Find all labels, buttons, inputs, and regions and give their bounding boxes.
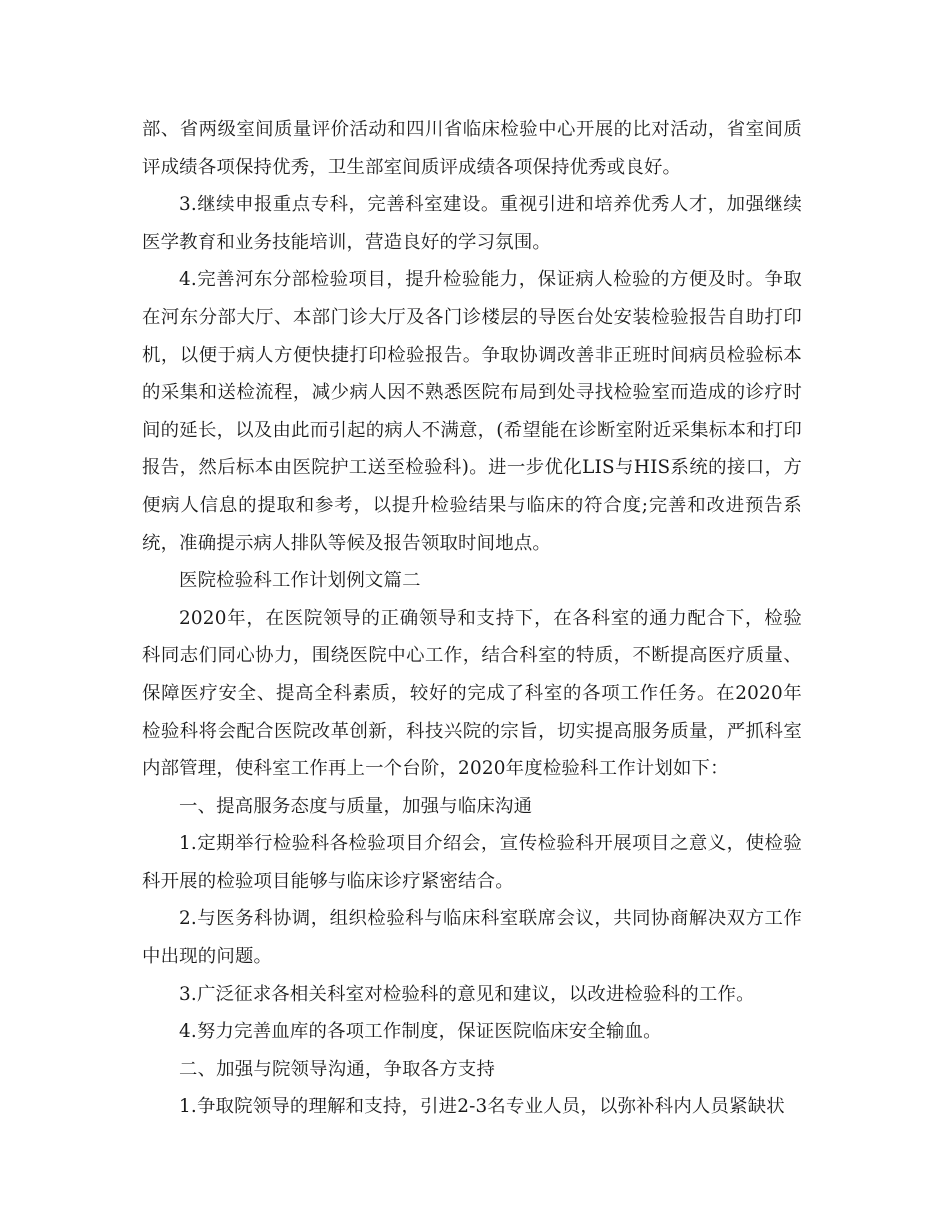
list-item: 1.争取院领导的理解和支持，引进2-3名专业人员，以弥补科内人员紧缺状	[179, 1096, 785, 1118]
list-item: 1.定期举行检验科各检验项目介绍会，宣传检验科开展项目之意义，使检验科开展的检验项目能够与临床诊疗紧密结合。	[142, 833, 802, 892]
paragraph-continuation: 部、省两级室间质量评价活动和四川省临床检验中心开展的比对活动，省室间质评成绩各项保持优秀，卫生部室间质评成绩各项保持优秀或良好。	[142, 119, 802, 178]
heading-part-one: 一、提高服务态度与质量，加强与临床沟通	[179, 795, 533, 817]
list-item: 3.广泛征求各相关科室对检验科的意见和建议，以改进检验科的工作。	[179, 983, 755, 1005]
paragraph-item-3: 3.继续申报重点专科，完善科室建设。重视引进和培养优秀人才，加强继续医学教育和业务技能培训，营造良好的学习氛围。	[142, 194, 802, 253]
list-item: 2.与医务科协调，组织检验科与临床科室联席会议，共同协商解决双方工作中出现的问题。	[142, 908, 802, 968]
heading-part-two: 二、加强与院领导沟通，争取各方支持	[179, 1058, 496, 1080]
paragraph-item-4: 4.完善河东分部检验项目，提升检验能力，保证病人检验的方便及时。争取在河东分部大厅、本部门诊大厅及各门诊楼层的导医台处安装检验报告自助打印机，以便于病人方便快捷打印检验报告。争取协调改善非正班时间病员检验标本的采集和送检流程，减少病人因不熟悉医院布局到处寻找检验室而造成的诊疗时间的延长，以及由此而引起的病人不满意，(希望能在诊断室附近采集标本和打印报告，然后标本由医院护工送至检验科)。进一步优化LIS与HIS系统的接口，方便病人信息的提取和参考，以提升检验结果与临床的符合度;完善和改进预告系统，准确提示病人排队等候及报告领取时间地点。	[142, 269, 802, 554]
paragraph-intro: 2020年，在医院领导的正确领导和支持下，在各科室的通力配合下，检验科同志们同心协力，围绕医院中心工作，结合科室的特质，不断提高医疗质量、保障医疗安全、提高全科素质，较好的完成了科室的各项工作任务。在2020年检验科将会配合医院改革创新，科技兴院的宗旨，切实提高服务质量，严抓科室内部管理，使科室工作再上一个台阶，2020年度检验科工作计划如下：	[142, 607, 802, 780]
list-item: 4.努力完善血库的各项工作制度，保证医院临床安全输血。	[179, 1021, 662, 1043]
document-body	[142, 111, 802, 1126]
section-title: 医院检验科工作计划例文篇二	[179, 570, 421, 592]
